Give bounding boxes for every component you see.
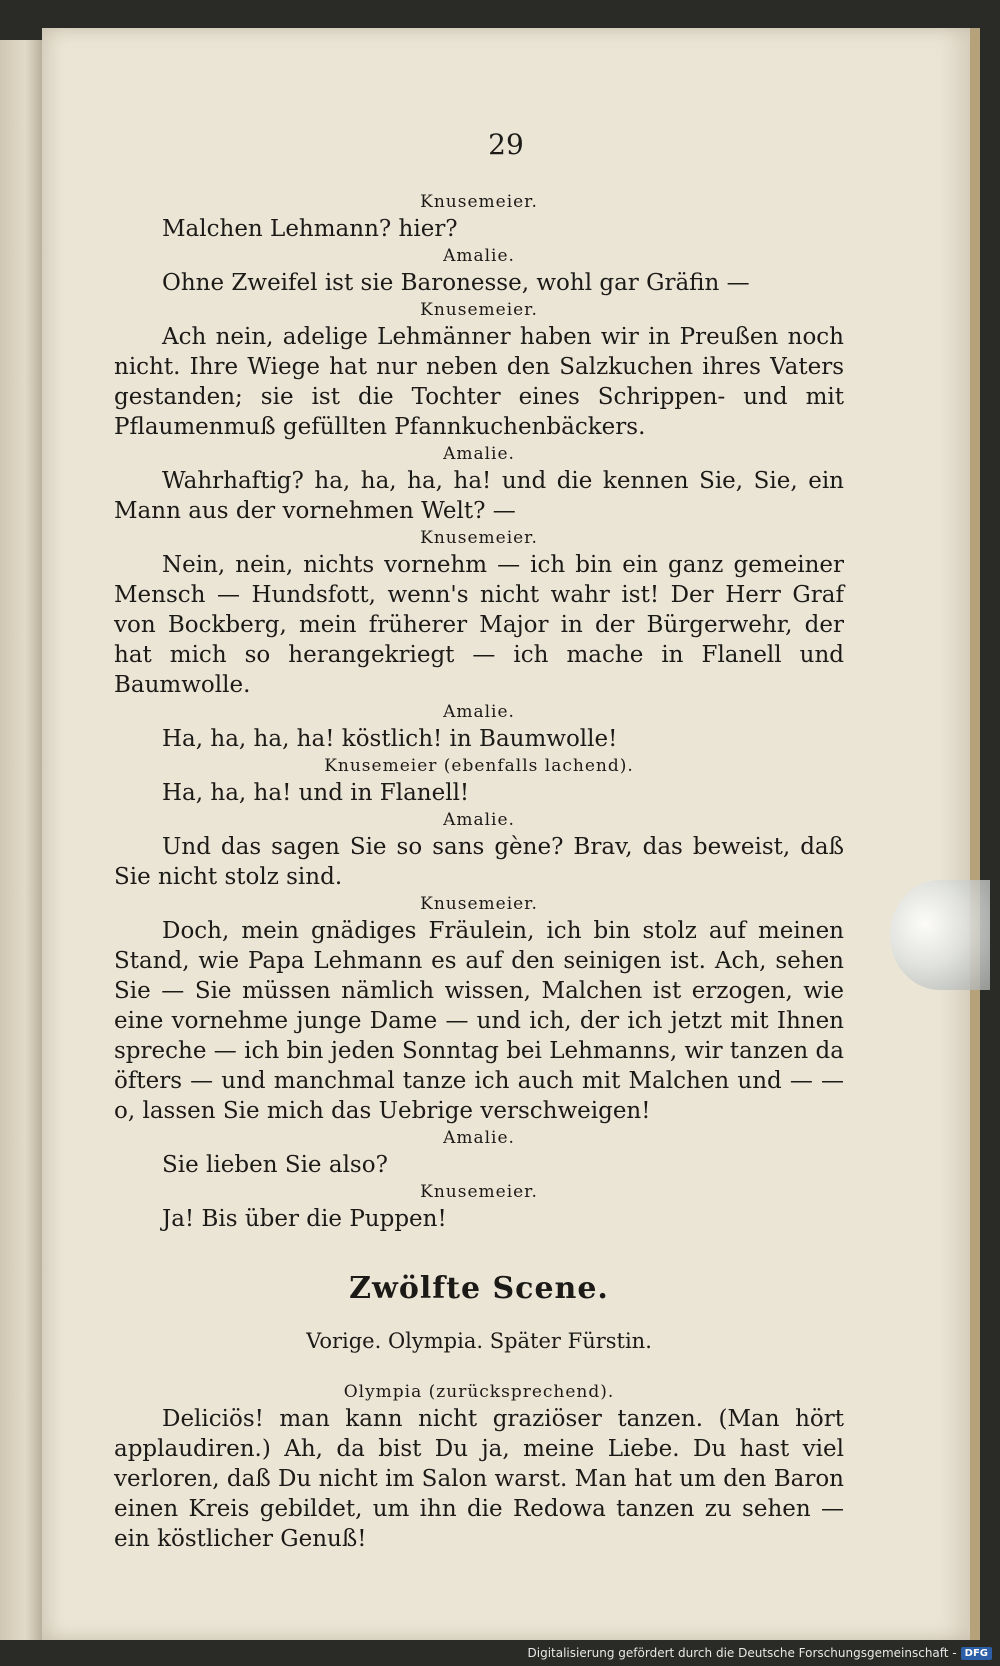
dialogue-line: Ohne Zweifel ist sie Baronesse, wohl gar Gräfin — [162,270,750,296]
dialogue-line: Nein, nein, nichts vornehm — ich bin ein ganz gemeiner Mensch — Hundsfott, wenn's nicht wahr ist! Der Herr Graf von Bockberg, mein früherer Major in der Bürgerwehr, der hat mich so herangekriegt — ich mache in Flanell und Baumwolle. [114,552,844,698]
facing-page-edge [0,40,42,1640]
dialogue-line: Wahrhaftig? ha, ha, ha, ha! und die kennen Sie, Sie, ein Mann aus der vornehmen Welt? — [114,468,844,524]
dialogue-blocks [114,190,844,1234]
speaker-name: Amalie. [443,1128,515,1148]
footer [528,1646,993,1660]
speaker-name: Knusemeier. [420,894,538,914]
scene-persons: Vorige. Olympia. Später Fürstin. [306,1329,652,1353]
dialogue-line: Und das sagen Sie so sans gène? Brav, das beweist, daß Sie nicht stolz sind. [114,834,844,890]
speaker-name: Amalie. [443,810,515,830]
dialogue-line: Deliciös! man kann nicht graziöser tanzen. (Man hört applaudiren.) Ah, da bist Du ja, meine Liebe. Du hast viel verloren, daß Du nicht im Salon warst. Man hat um den Baron einen Kreis gebildet, um ihn die Redowa tanzen zu sehen — ein köstlicher Genuß! [114,1406,844,1552]
speaker-name: Amalie. [443,444,515,464]
page-number: 29 [488,128,524,161]
dialogue-line: Malchen Lehmann? hier? [162,216,458,242]
page-text [114,190,844,1554]
speaker-name: Olympia (zurücksprechend). [343,1382,615,1402]
dialogue-line: Sie lieben Sie also? [162,1152,388,1178]
speaker-name: Amalie. [443,246,515,266]
dialogue-line: Ja! Bis über die Puppen! [162,1206,447,1232]
dialogue-line: Ha, ha, ha! und in Flanell! [162,780,470,806]
speaker-name: Amalie. [443,702,515,722]
book-page [42,28,980,1640]
dialogue-line: Doch, mein gnädiges Fräulein, ich bin stolz auf meinen Stand, wie Papa Lehmann es auf den seinigen ist. Ach, sehen Sie — Sie müssen nämlich wissen, Malchen ist erzogen, wie eine vornehme junge Dame — und ich, der ich jetzt mit Ihnen spreche — ich bin jeden Sonntag bei Lehmanns, wir tanzen da öfters — und manchmal tanze ich auch mit Malchen und — — o, lassen Sie mich das Uebrige verschweigen! [114,918,844,1124]
speaker-name: Knusemeier. [420,192,538,212]
speaker-name: Knusemeier. [420,528,538,548]
dfg-logo: DFG [961,1647,992,1660]
speaker-name: Knusemeier (ebenfalls lachend). [324,756,634,776]
speaker-name: Knusemeier. [420,300,538,320]
footer-text: Digitalisierung gefördert durch die Deutsche Forschungsgemeinschaft - [527,1646,957,1660]
dialogue-line: Ach nein, adelige Lehmänner haben wir in Preußen noch nicht. Ihre Wiege hat nur neben den Salzkuchen ihres Vaters gestanden; sie ist die Tochter eines Schrippen- und mit Pflaumenmuß gefüllten Pfannkuchenbäckers. [114,324,844,440]
scene-title: Zwölfte Scene. [349,1271,609,1306]
page-clip [890,880,990,990]
dialogue-line: Ha, ha, ha, ha! köstlich! in Baumwolle! [162,726,618,752]
speaker-name: Knusemeier. [420,1182,538,1202]
